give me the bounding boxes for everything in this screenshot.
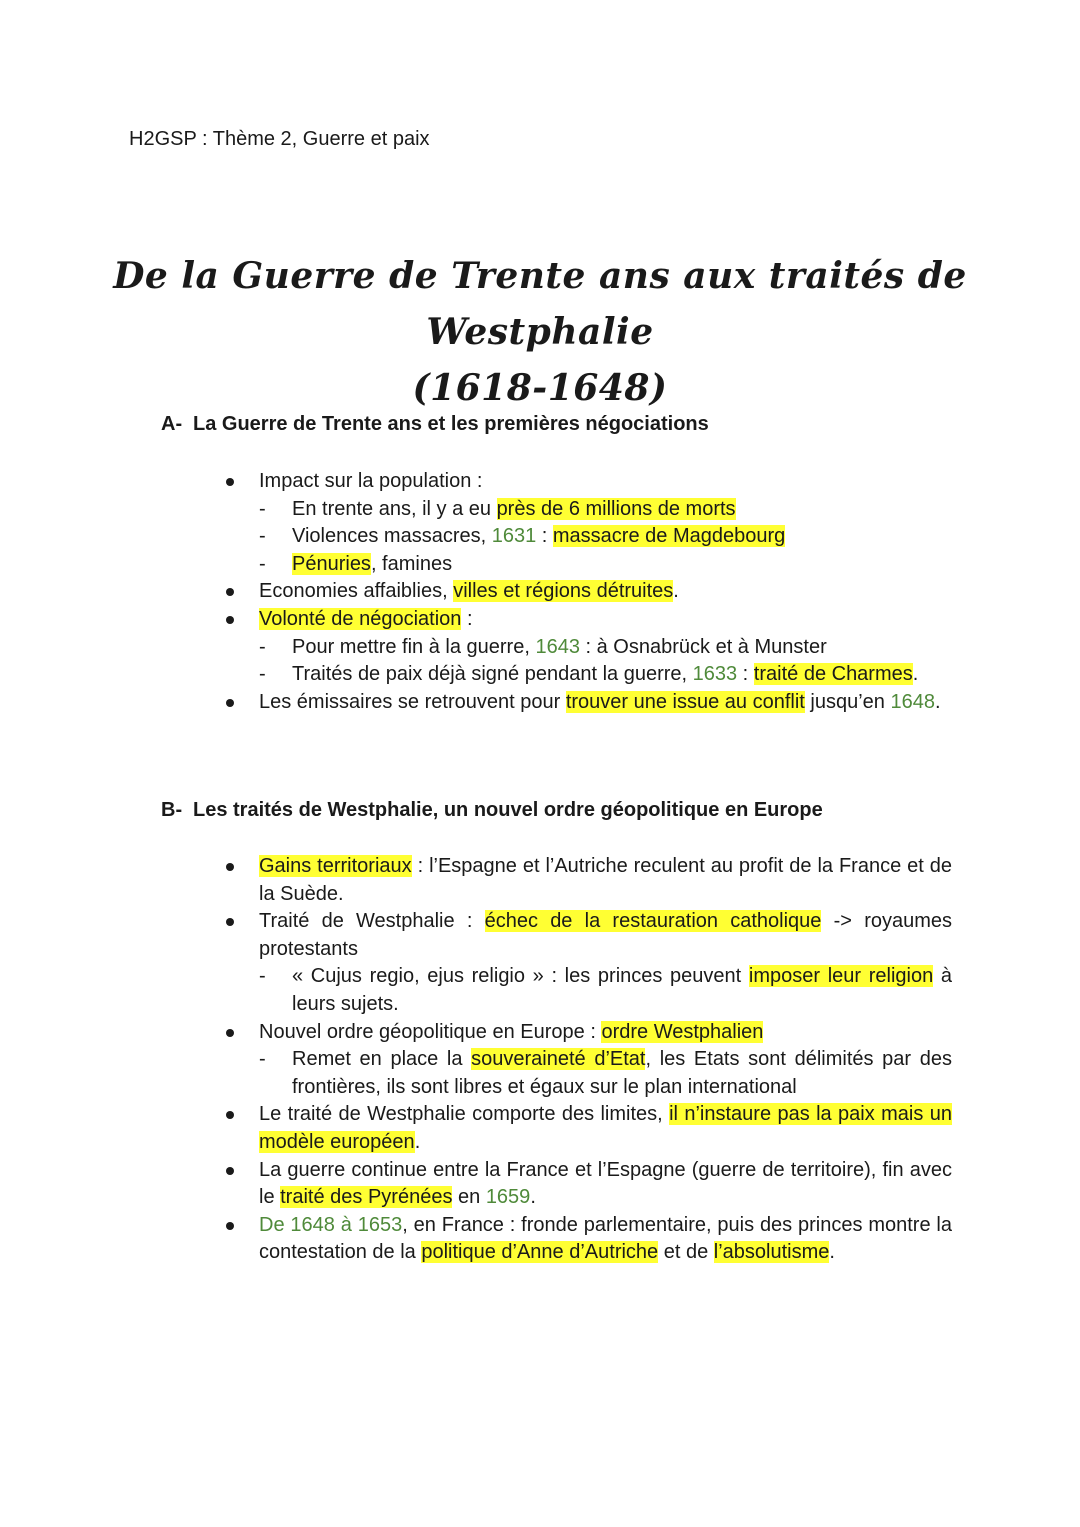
bullet-icon: [226, 1029, 234, 1037]
page-title: [0, 248, 1080, 416]
dash-icon: -: [259, 525, 266, 548]
highlight: traité des Pyrénées: [280, 1186, 453, 1209]
bullet-icon: [226, 1111, 234, 1119]
highlight: Volonté de négociation: [259, 607, 462, 630]
section-b-label: B-: [161, 799, 183, 821]
bullet-icon: [226, 616, 234, 624]
section-a-list: [222, 468, 952, 716]
sub-item: - En trente ans, il y a eu près de 6 millions de morts: [222, 496, 952, 524]
title-line-2: (1618-1648): [412, 367, 668, 409]
list-item: Nouvel ordre géopolitique en Europe : ordre Westphalien: [222, 1019, 952, 1047]
document-header: H2GSP : Thème 2, Guerre et paix: [129, 128, 430, 150]
highlight: souveraineté d’Etat: [471, 1048, 646, 1071]
date: 1659: [485, 1186, 531, 1209]
bullet-icon: [226, 699, 234, 707]
dash-icon: -: [259, 635, 266, 658]
highlight: l’absolutisme: [713, 1241, 830, 1264]
section-b-list: [222, 853, 952, 1267]
title-line-1: De la Guerre de Trente ans aux traités de Westphalie: [113, 255, 967, 353]
sub-item: - « Cujus regio, ejus religio » : les princes peuvent imposer leur religion à leurs sujets.: [259, 965, 953, 1015]
bullet-icon: [226, 478, 234, 486]
list-item: Le traité de Westphalie comporte des limites, il n’instaure pas la paix mais un modèle européen.: [222, 1101, 952, 1156]
highlight: politique d’Anne d’Autriche: [421, 1241, 659, 1264]
dash-icon: -: [259, 1048, 266, 1071]
highlight: il n’instaure pas la paix mais un modèle européen: [259, 1103, 952, 1153]
list-item: Les émissaires se retrouvent pour trouver une issue au conflit jusqu’en 1648.: [222, 689, 952, 717]
sub-item: - Remet en place la souveraineté d’Etat, les Etats sont délimités par des frontières, ils sont libres et égaux sur le plan international: [259, 1048, 952, 1098]
highlight: traité de Charmes: [753, 663, 913, 686]
bullet-icon: [226, 918, 234, 926]
bullet-icon: [226, 1222, 234, 1230]
highlight: Pénuries: [292, 552, 371, 575]
list-item: Impact sur la population :: [222, 468, 952, 496]
highlight: massacre de Magdebourg: [552, 525, 786, 548]
highlight: Gains territoriaux: [259, 855, 412, 877]
date: 1648: [890, 690, 935, 713]
sub-item: - Traités de paix déjà signé pendant la guerre, 1633 : traité de Charmes.: [222, 661, 952, 689]
highlight: échec de la restauration catholique: [484, 910, 822, 933]
section-a-title: La Guerre de Trente ans et les premières négociations: [193, 413, 709, 435]
section-a-heading: [161, 413, 709, 436]
list-item: Traité de Westphalie : échec de la restauration catholique -> royaumes protestants: [222, 908, 952, 963]
sub-item: - Violences massacres, 1631 : massacre de Magdebourg: [222, 523, 952, 551]
bullet-icon: [226, 1167, 234, 1175]
highlight: imposer leur religion: [748, 965, 934, 988]
bullet-icon: [226, 863, 234, 871]
list-item: Economies affaiblies, villes et régions détruites.: [222, 578, 952, 606]
date: 1631: [491, 525, 537, 548]
date: 1633: [692, 663, 738, 686]
section-b-title: Les traités de Westphalie, un nouvel ordre géopolitique en Europe: [193, 799, 823, 821]
list-item: Volonté de négociation :: [222, 606, 952, 634]
list-item: De 1648 à 1653, en France : fronde parlementaire, puis des princes montre la contestation de la politique d’Anne d’Autriche et de l’absolutisme.: [222, 1212, 952, 1267]
sub-item: - Pour mettre fin à la guerre, 1643 : à Osnabrück et à Munster: [222, 634, 952, 662]
highlight: ordre Westphalien: [601, 1020, 764, 1043]
bullet-icon: [226, 588, 234, 596]
dash-icon: -: [259, 497, 266, 520]
section-b-heading: [161, 799, 823, 822]
dash-icon: -: [259, 663, 266, 686]
list-item: Gains territoriaux : l’Espagne et l’Autriche reculent au profit de la France et de la Suède.: [222, 853, 952, 908]
list-item: La guerre continue entre la France et l’Espagne (guerre de territoire), fin avec le traité des Pyrénées en 1659.: [222, 1157, 952, 1212]
highlight: villes et régions détruites: [453, 580, 674, 603]
date: 1643: [535, 635, 580, 658]
sub-item: - Pénuries, famines: [222, 551, 952, 579]
dash-icon: -: [259, 965, 266, 988]
dash-icon: -: [259, 552, 266, 575]
section-a-label: A-: [161, 413, 183, 435]
date: De 1648 à 1653: [259, 1213, 403, 1236]
highlight: trouver une issue au conflit: [565, 690, 805, 713]
highlight: près de 6 millions de morts: [496, 497, 736, 520]
